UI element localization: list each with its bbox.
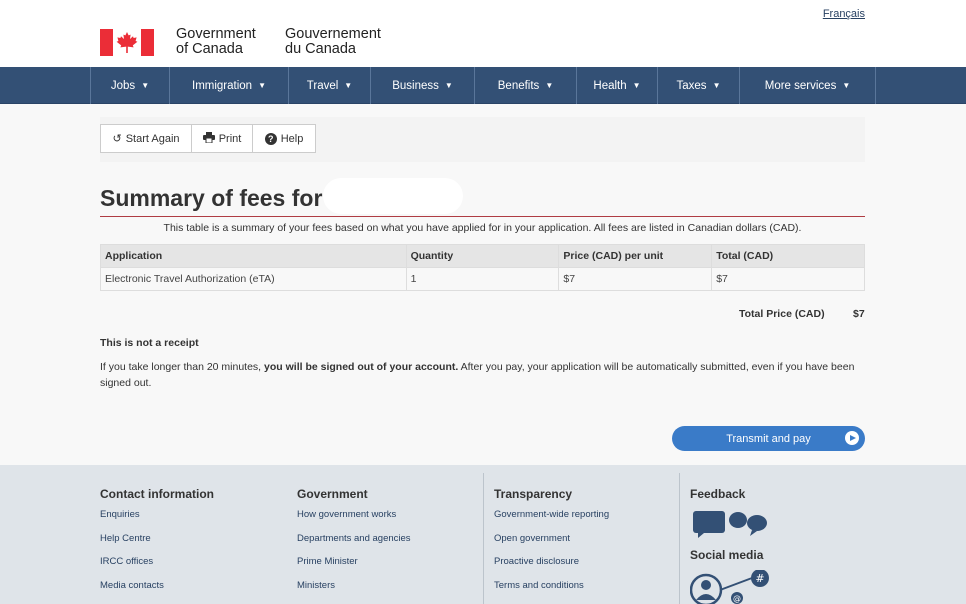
table-cell: $7 bbox=[712, 268, 865, 291]
table-cell: Electronic Travel Authorization (eTA) bbox=[101, 268, 407, 291]
page-title: Summary of fees for bbox=[100, 185, 323, 211]
chevron-down-icon: ▼ bbox=[258, 81, 266, 90]
question-icon: ? bbox=[265, 133, 277, 145]
start-again-button[interactable]: ↺ Start Again bbox=[100, 124, 192, 153]
chevron-down-icon: ▼ bbox=[842, 81, 851, 90]
help-button[interactable]: ? Help bbox=[252, 124, 316, 153]
signature-french: Gouvernement du Canada bbox=[285, 26, 381, 57]
footer-link[interactable]: How government works bbox=[297, 509, 397, 520]
chevron-down-icon: ▼ bbox=[632, 81, 641, 90]
arrow-right-circle-icon bbox=[845, 431, 859, 445]
maple-leaf-icon bbox=[115, 32, 139, 53]
footer-divider bbox=[679, 473, 680, 604]
table-header-row bbox=[101, 245, 865, 268]
menu-item-benefits[interactable]: Benefits ▼ bbox=[475, 67, 577, 104]
menu-item-health[interactable]: Health ▼ bbox=[577, 67, 658, 104]
restart-icon: ↺ bbox=[112, 133, 122, 145]
footer-link[interactable]: Terms and conditions bbox=[494, 579, 584, 591]
site-header bbox=[0, 0, 966, 67]
table-cell: 1 bbox=[406, 268, 559, 291]
footer-heading: Transparency bbox=[494, 487, 573, 501]
chevron-down-icon: ▼ bbox=[344, 81, 353, 90]
print-button[interactable]: Print bbox=[191, 124, 253, 153]
footer-heading[interactable]: Social media bbox=[690, 548, 764, 562]
table-cell: $7 bbox=[559, 268, 712, 291]
redacted-name bbox=[323, 178, 463, 214]
footer-government-column bbox=[297, 487, 411, 603]
canada-flag-logo[interactable] bbox=[100, 29, 154, 56]
column-header: Price (CAD) per unit bbox=[559, 245, 712, 268]
footer-link[interactable]: Ministers bbox=[297, 579, 336, 591]
table-row bbox=[101, 268, 865, 291]
title-underline bbox=[100, 216, 865, 217]
timeout-notice: If you take longer than 20 minutes, you will be signed out of your account. After you pay, your application will be automatically submitted, even if you have been signed out. bbox=[100, 361, 855, 389]
footer-link[interactable]: Open government bbox=[494, 532, 571, 544]
footer-divider bbox=[483, 473, 484, 604]
menu-item-jobs[interactable]: Jobs ▼ bbox=[91, 67, 170, 104]
chevron-down-icon: ▼ bbox=[444, 81, 453, 90]
footer-heading: Contact information bbox=[100, 487, 214, 501]
language-toggle-link[interactable]: Français bbox=[822, 8, 865, 20]
menu-item-taxes[interactable]: Taxes ▼ bbox=[658, 67, 740, 104]
fees-table bbox=[100, 244, 865, 291]
svg-text:#: # bbox=[755, 572, 765, 585]
footer-link[interactable]: Proactive disclosure bbox=[494, 556, 580, 567]
site-footer bbox=[0, 465, 966, 604]
column-header: Quantity bbox=[406, 245, 559, 268]
intro-text: This table is a summary of your fees based on what you have applied for in your application. All fees are listed in Canadian dollars (CAD). bbox=[163, 222, 802, 234]
menu-item-travel[interactable]: Travel ▼ bbox=[289, 67, 371, 104]
social-media-icon[interactable] bbox=[690, 570, 772, 604]
footer-transparency-column bbox=[494, 487, 609, 603]
footer-link[interactable]: Government-wide reporting bbox=[494, 509, 610, 520]
footer-link[interactable]: Enquiries bbox=[100, 509, 140, 520]
main-menu bbox=[0, 67, 966, 104]
chat-bubbles-icon[interactable] bbox=[690, 509, 770, 539]
menu-item-immigration[interactable]: Immigration ▼ bbox=[170, 67, 289, 104]
column-header: Total (CAD) bbox=[712, 245, 865, 268]
chevron-down-icon: ▼ bbox=[545, 81, 554, 90]
signature-english: Government of Canada bbox=[176, 26, 256, 57]
total-price-label: Total Price (CAD) bbox=[739, 308, 825, 320]
menu-item-more-services[interactable]: More services ▼ bbox=[740, 67, 876, 104]
footer-link[interactable]: IRCC offices bbox=[100, 556, 154, 567]
not-receipt-heading: This is not a receipt bbox=[100, 337, 199, 349]
chevron-down-icon: ▼ bbox=[712, 81, 721, 90]
footer-link[interactable]: Media contacts bbox=[100, 579, 164, 591]
menu-item-business[interactable]: Business ▼ bbox=[371, 67, 475, 104]
footer-contact-column bbox=[100, 487, 214, 603]
transmit-and-pay-button[interactable]: Transmit and pay bbox=[672, 426, 865, 451]
footer-feedback-column bbox=[690, 487, 772, 604]
column-header: Application bbox=[101, 245, 407, 268]
footer-link[interactable]: Help Centre bbox=[100, 532, 151, 544]
printer-icon bbox=[203, 132, 215, 146]
svg-text:@: @ bbox=[733, 594, 741, 603]
footer-heading[interactable]: Feedback bbox=[690, 487, 746, 501]
footer-heading: Government bbox=[297, 487, 368, 501]
action-toolbar bbox=[100, 117, 865, 162]
footer-link[interactable]: Departments and agencies bbox=[297, 532, 411, 544]
chevron-down-icon: ▼ bbox=[141, 81, 150, 90]
total-price-value: $7 bbox=[853, 308, 865, 320]
footer-link[interactable]: Prime Minister bbox=[297, 556, 358, 567]
